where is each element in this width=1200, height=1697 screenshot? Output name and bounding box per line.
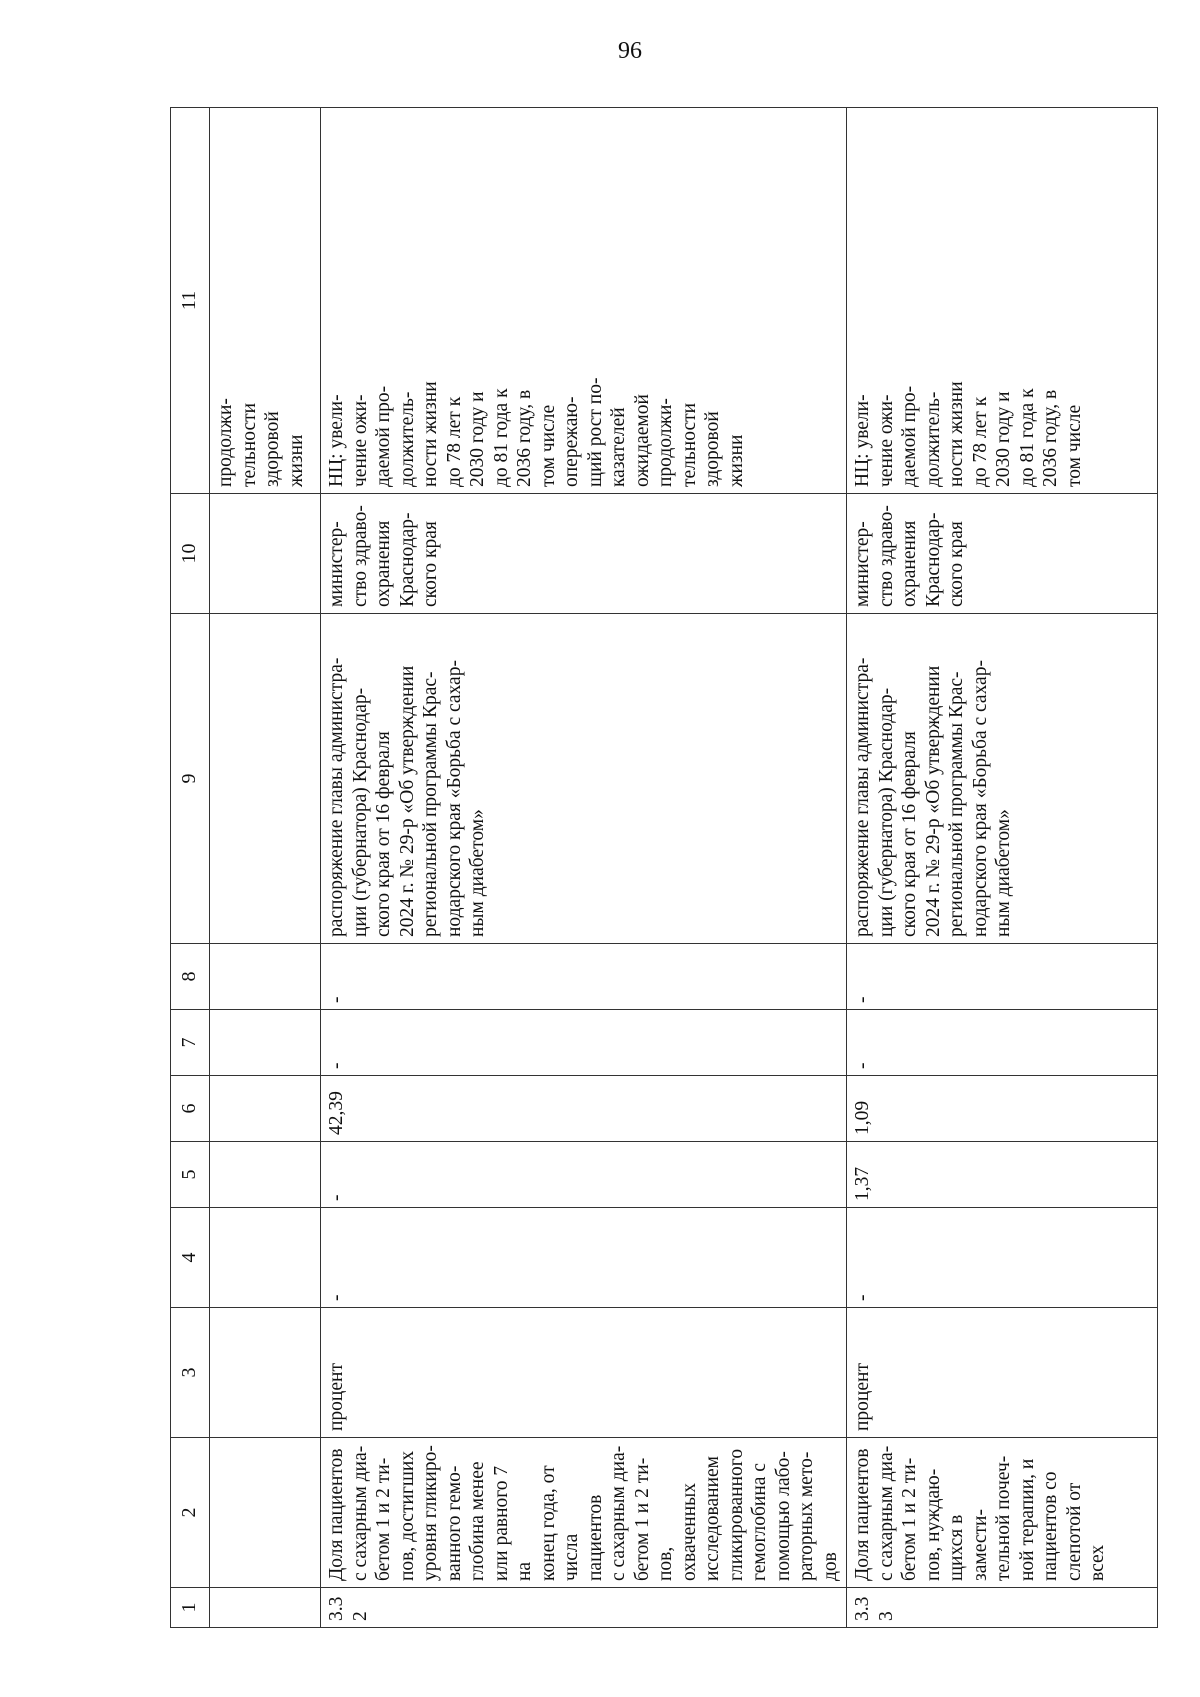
indicators-table [170,107,1158,1628]
cell-empty [210,614,321,944]
national-goal: НЦ: увели- чение ожи- даемой про- должитель- ности жизни до 78 лет к 2030 году и до 81 года к 2036 году, в том числе опережаю- щий рост по- казателей ожидаемой продолжи- тельности здоровой жизни [321,108,847,494]
header-col-9: 9 [171,614,210,944]
value-col-6: 1,09 [847,1076,1158,1142]
cell-empty [210,1588,321,1628]
cell-empty [210,1142,321,1208]
header-col-1: 1 [171,1588,210,1628]
cell-empty [210,1076,321,1142]
rotated-table-container [170,108,1140,1628]
header-col-11: 11 [171,108,210,494]
header-col-4: 4 [171,1208,210,1308]
document-reference: распоряжение главы администра- ции (губернатора) Краснодар- ского края от 16 февраля 2024 г. № 29-р «Об утверждении региональной программы Крас- нодарского края «Борьба с сахар- ным диабетом» [847,614,1158,944]
cell-empty [210,1438,321,1588]
row-number: 3.32 [321,1588,847,1628]
value-col-8: - [847,944,1158,1010]
header-col-10: 10 [171,494,210,614]
value-col-4: - [321,1208,847,1308]
table-row [321,108,847,1628]
header-col-7: 7 [171,1010,210,1076]
continuation-row [210,108,321,1628]
unit: процент [847,1308,1158,1438]
value-col-7: - [321,1010,847,1076]
header-col-2: 2 [171,1438,210,1588]
header-col-5: 5 [171,1142,210,1208]
responsible-body: министер- ство здраво- охранения Краснодар- ского края [847,494,1158,614]
cell-empty [210,1208,321,1308]
indicator-name: Доля пациентов с сахарным диа- бетом 1 и 2 ти- пов, достигших уровня гликиро- ванного гемо- глобина менее или равного 7 на конец года, от числа пациентов с сахарным диа- бетом 1 и 2 ти- пов, охваченных исследованием гликированного гемоглобина с помощью лабо- раторных мето- дов [321,1438,847,1588]
header-col-8: 8 [171,944,210,1010]
cell-empty [210,494,321,614]
cell-empty [210,1010,321,1076]
header-row [171,108,210,1628]
unit: процент [321,1308,847,1438]
value-col-4: - [847,1208,1158,1308]
value-col-7: - [847,1010,1158,1076]
table-row [847,108,1158,1628]
header-col-3: 3 [171,1308,210,1438]
value-col-8: - [321,944,847,1010]
header-col-6: 6 [171,1076,210,1142]
indicator-name: Доля пациентов с сахарным диа- бетом 1 и 2 ти- пов, нуждаю- щихся в замести- тельной почеч- ной терапии, и пациентов со слепотой от всех [847,1438,1158,1588]
cell-empty [210,1308,321,1438]
national-goal: НЦ: увели- чение ожи- даемой про- должитель- ности жизни до 78 лет к 2030 году и до 81 года к 2036 году, в том числе [847,108,1158,494]
document-reference: распоряжение главы администра- ции (губернатора) Краснодар- ского края от 16 февраля 2024 г. № 29-р «Об утверждении региональной программы Крас- нодарского края «Борьба с сахар- ным диабетом» [321,614,847,944]
value-col-6: 42,39 [321,1076,847,1142]
value-col-5: - [321,1142,847,1208]
row-number: 3.33 [847,1588,1158,1628]
continuation-goal-cell: продолжи- тельности здоровой жизни [210,108,321,494]
responsible-body: министер- ство здраво- охранения Краснодар- ского края [321,494,847,614]
page-number: 96 [618,38,642,64]
value-col-5: 1,37 [847,1142,1158,1208]
cell-empty [210,944,321,1010]
